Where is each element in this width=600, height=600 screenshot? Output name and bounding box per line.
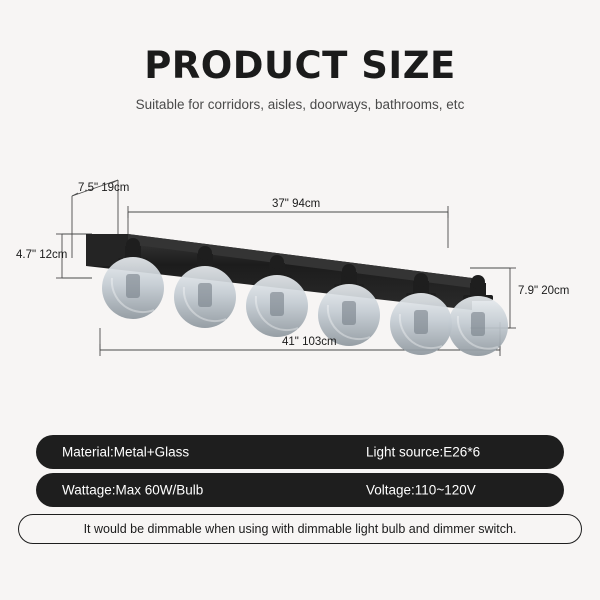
spec-panel xyxy=(0,430,600,550)
spec-row-2 xyxy=(36,473,564,507)
page-subtitle: Suitable for corridors, aisles, doorways, bathrooms, etc xyxy=(135,97,465,112)
page-title: PRODUCT SIZE xyxy=(144,44,456,87)
spec-row-1 xyxy=(36,435,564,469)
dimension-width-top-label: 37" 94cm xyxy=(272,198,321,210)
dimension-height-right-label: 7.9" 20cm xyxy=(518,285,570,297)
dimension-height-left-label: 4.7" 12cm xyxy=(16,249,68,261)
dimmable-note-text: It would be dimmable when using with dimmable light bulb and dimmer switch. xyxy=(83,522,517,536)
dimension-width-bottom-label: 41" 103cm xyxy=(282,336,337,348)
dimension-depth-label: 7.5" 19cm xyxy=(78,182,130,194)
product-diagram xyxy=(0,150,600,410)
spec-light-source: Light source:E26*6 xyxy=(366,444,481,460)
spec-wattage: Wattage:Max 60W/Bulb xyxy=(62,482,204,498)
dimmable-note xyxy=(18,514,582,544)
spec-material: Material:Metal+Glass xyxy=(62,444,190,460)
spec-voltage: Voltage:110~120V xyxy=(366,482,476,498)
